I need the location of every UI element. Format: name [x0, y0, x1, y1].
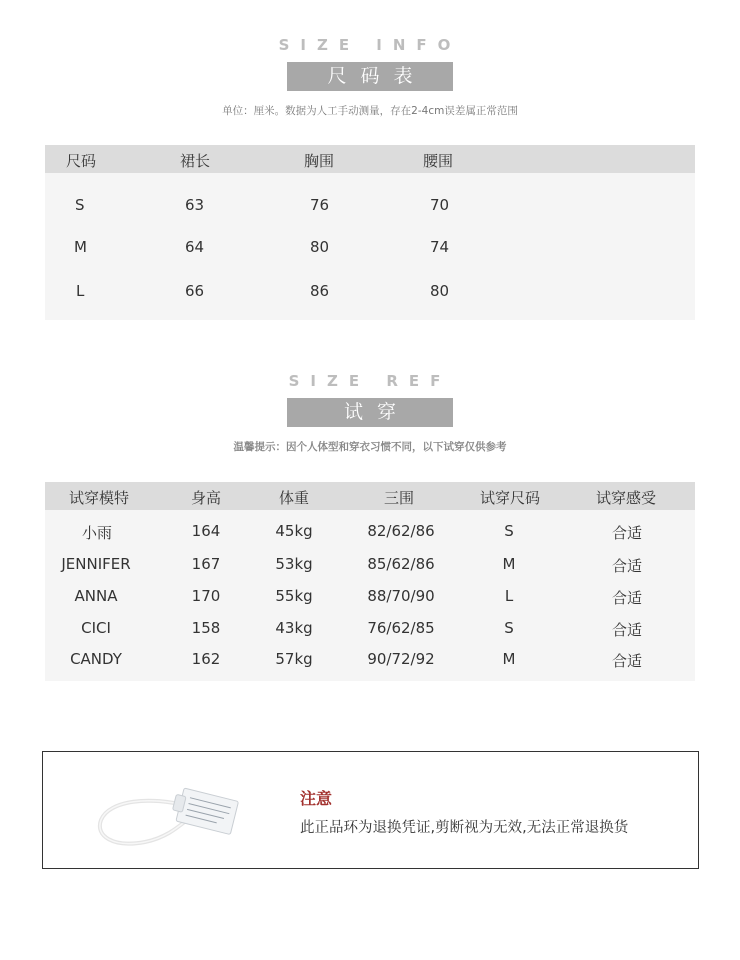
size-cell: L — [76, 282, 85, 300]
height-cell: 170 — [191, 587, 221, 605]
fit-feel-cell: 合适 — [611, 589, 643, 607]
try-on-banner: 试穿 — [287, 398, 453, 427]
model-cell: 小雨 — [81, 524, 113, 542]
weight-cell: 43kg — [275, 619, 313, 637]
weight-cell: 57kg — [275, 650, 313, 668]
size-chart-header-row — [45, 145, 695, 173]
header-waist: 腰围 — [423, 152, 454, 170]
model-cell: JENNIFER — [61, 555, 131, 573]
model-cell: ANNA — [74, 587, 118, 605]
header-model: 试穿模特 — [68, 489, 130, 507]
size-chart-table — [45, 145, 695, 320]
header-bust: 胸围 — [304, 152, 335, 170]
security-tag-image — [91, 772, 241, 862]
height-cell: 164 — [191, 522, 221, 540]
weight-cell: 53kg — [275, 555, 313, 573]
height-cell: 162 — [191, 650, 221, 668]
size-cell: S — [75, 196, 85, 214]
waist-cell: 70 — [430, 196, 450, 214]
bust-cell: 76 — [310, 196, 330, 214]
measurements-cell: 90/72/92 — [367, 650, 435, 668]
fit-feel-cell: 合适 — [611, 557, 643, 575]
header-measurements: 三围 — [383, 489, 415, 507]
header-weight: 体重 — [278, 489, 310, 507]
header-fit-feel: 试穿感受 — [595, 489, 657, 507]
size-chart-body — [45, 173, 695, 320]
height-cell: 158 — [191, 619, 221, 637]
bust-cell: 80 — [310, 238, 330, 256]
size-ref-note: 温馨提示：因个人体型和穿衣习惯不同，以下试穿仅供参考 — [233, 441, 507, 453]
header-try-size: 试穿尺码 — [479, 489, 541, 507]
weight-cell: 45kg — [275, 522, 313, 540]
notice-box — [42, 751, 699, 869]
notice-title: 注意 — [300, 789, 333, 808]
try-on-table — [45, 482, 695, 681]
bust-cell: 86 — [310, 282, 330, 300]
try-on-header-row — [45, 482, 695, 510]
try-size-cell: M — [502, 650, 516, 668]
waist-cell: 80 — [430, 282, 450, 300]
fit-feel-cell: 合适 — [611, 621, 643, 639]
header-height: 身高 — [190, 489, 222, 507]
size-cell: M — [74, 238, 87, 256]
size-chart-banner: 尺码表 — [287, 62, 453, 91]
notice-text: 此正品环为退换凭证,剪断视为无效,无法正常退换货 — [300, 820, 629, 836]
measurements-cell: 88/70/90 — [367, 587, 435, 605]
length-cell: 63 — [185, 196, 205, 214]
header-size: 尺码 — [66, 152, 97, 170]
model-cell: CANDY — [70, 650, 122, 668]
header-length: 裙长 — [180, 152, 211, 170]
try-size-cell: S — [504, 522, 514, 540]
size-ref-eyebrow: SIZE REF — [288, 372, 452, 390]
size-info-eyebrow: SIZE INFO — [278, 36, 462, 54]
fit-feel-cell: 合适 — [611, 652, 643, 670]
try-size-cell: L — [504, 587, 514, 605]
model-cell: CICI — [81, 619, 111, 637]
waist-cell: 74 — [430, 238, 450, 256]
weight-cell: 55kg — [275, 587, 313, 605]
measurements-cell: 85/62/86 — [367, 555, 435, 573]
try-on-body — [45, 510, 695, 681]
try-size-cell: M — [502, 555, 516, 573]
measurements-cell: 82/62/86 — [367, 522, 435, 540]
measurements-cell: 76/62/85 — [367, 619, 435, 637]
try-size-cell: S — [504, 619, 514, 637]
size-info-note: 单位：厘米。数据为人工手动测量，存在2-4cm误差属正常范围 — [222, 105, 518, 117]
length-cell: 64 — [185, 238, 205, 256]
height-cell: 167 — [191, 555, 221, 573]
fit-feel-cell: 合适 — [611, 524, 643, 542]
length-cell: 66 — [185, 282, 205, 300]
